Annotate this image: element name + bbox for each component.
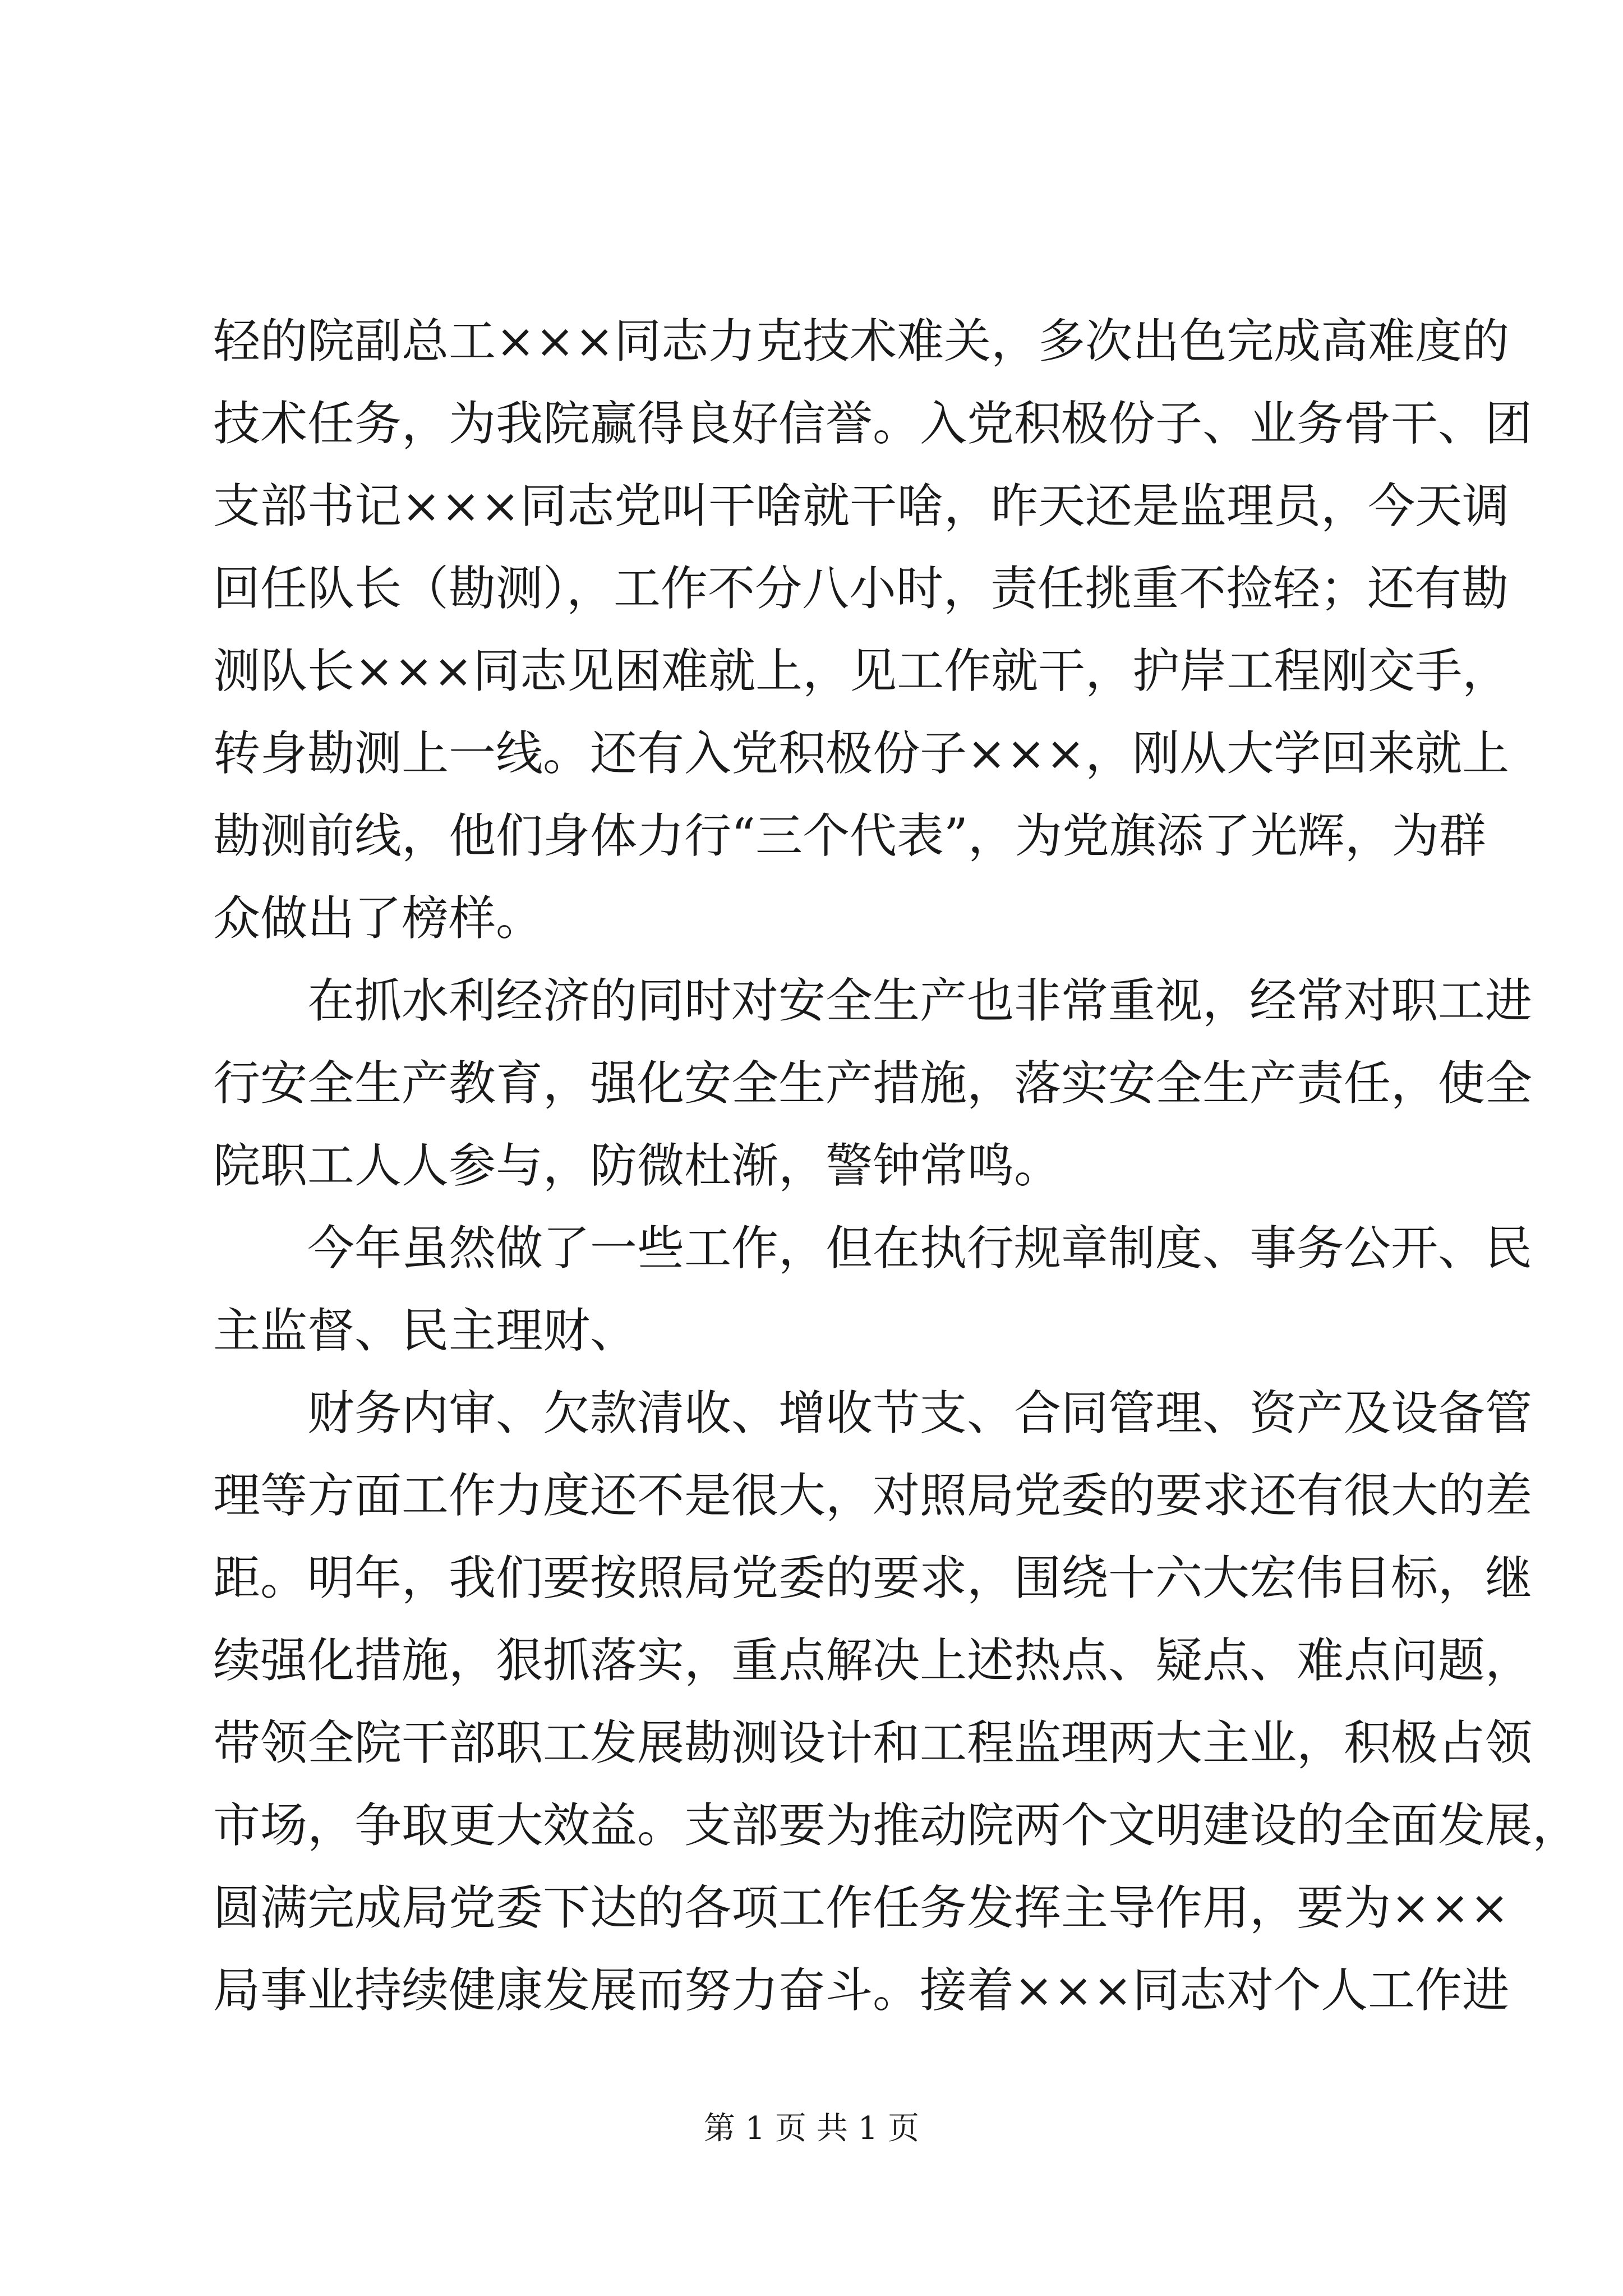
text-line: 在抓水利经济的同时对安全生产也非常重视，经常对职工进 xyxy=(307,973,1533,1028)
text-line: 行安全生产教育，强化安全生产措施，落实安全生产责任，使全 xyxy=(213,1056,1533,1111)
page-footer xyxy=(0,2106,1623,2151)
text-line: 测队长×××同志见困难就上，见工作就干，护岸工程刚交手， xyxy=(213,643,1510,698)
text-line: 勘测前线，他们身体力行“三个代表”，为党旗添了光辉，为群 xyxy=(213,808,1486,863)
text-line: 理等方面工作力度还不是很大，对照局党委的要求还有很大的差 xyxy=(213,1468,1533,1523)
text-line: 众做出了榜样。 xyxy=(213,891,543,946)
text-line: 今年虽然做了一些工作，但在执行规章制度、事务公开、民 xyxy=(307,1221,1533,1276)
body-text xyxy=(213,300,1580,2032)
text-line: 市场，争取更大效益。支部要为推动院两个文明建设的全面发展， xyxy=(213,1798,1580,1853)
text-line: 财务内审、欠款清收、增收节支、合同管理、资产及设备管 xyxy=(307,1386,1533,1441)
text-line: 转身勘测上一线。还有入党积极份子×××，刚从大学回来就上 xyxy=(213,726,1510,781)
text-line: 圆满完成局党委下达的各项工作任务发挥主导作用，要为××× xyxy=(213,1880,1510,1935)
page-number-label: 第 1 页 共 1 页 xyxy=(703,2110,920,2147)
text-line: 带领全院干部职工发展勘测设计和工程监理两大主业，积极占领 xyxy=(213,1715,1533,1770)
text-line: 技术任务，为我院赢得良好信誉。入党积极份子、业务骨干、团 xyxy=(213,396,1533,451)
text-line: 院职工人人参与，防微杜渐，警钟常鸣。 xyxy=(213,1138,1062,1193)
text-line: 局事业持续健康发展而努力奋斗。接着×××同志对个人工作进 xyxy=(213,1963,1510,2018)
text-line: 距。明年，我们要按照局党委的要求，围绕十六大宏伟目标，继 xyxy=(213,1550,1533,1605)
text-line: 主监督、民主理财、 xyxy=(213,1303,638,1358)
text-line: 回任队长（勘测），工作不分八小时，责任挑重不捡轻；还有勘 xyxy=(213,561,1509,616)
text-line: 续强化措施，狠抓落实，重点解决上述热点、疑点、难点问题， xyxy=(213,1633,1533,1688)
text-line: 支部书记×××同志党叫干啥就干啥，昨天还是监理员，今天调 xyxy=(213,478,1510,533)
text-line: 轻的院副总工×××同志力克技术难关，多次出色完成高难度的 xyxy=(213,314,1510,369)
